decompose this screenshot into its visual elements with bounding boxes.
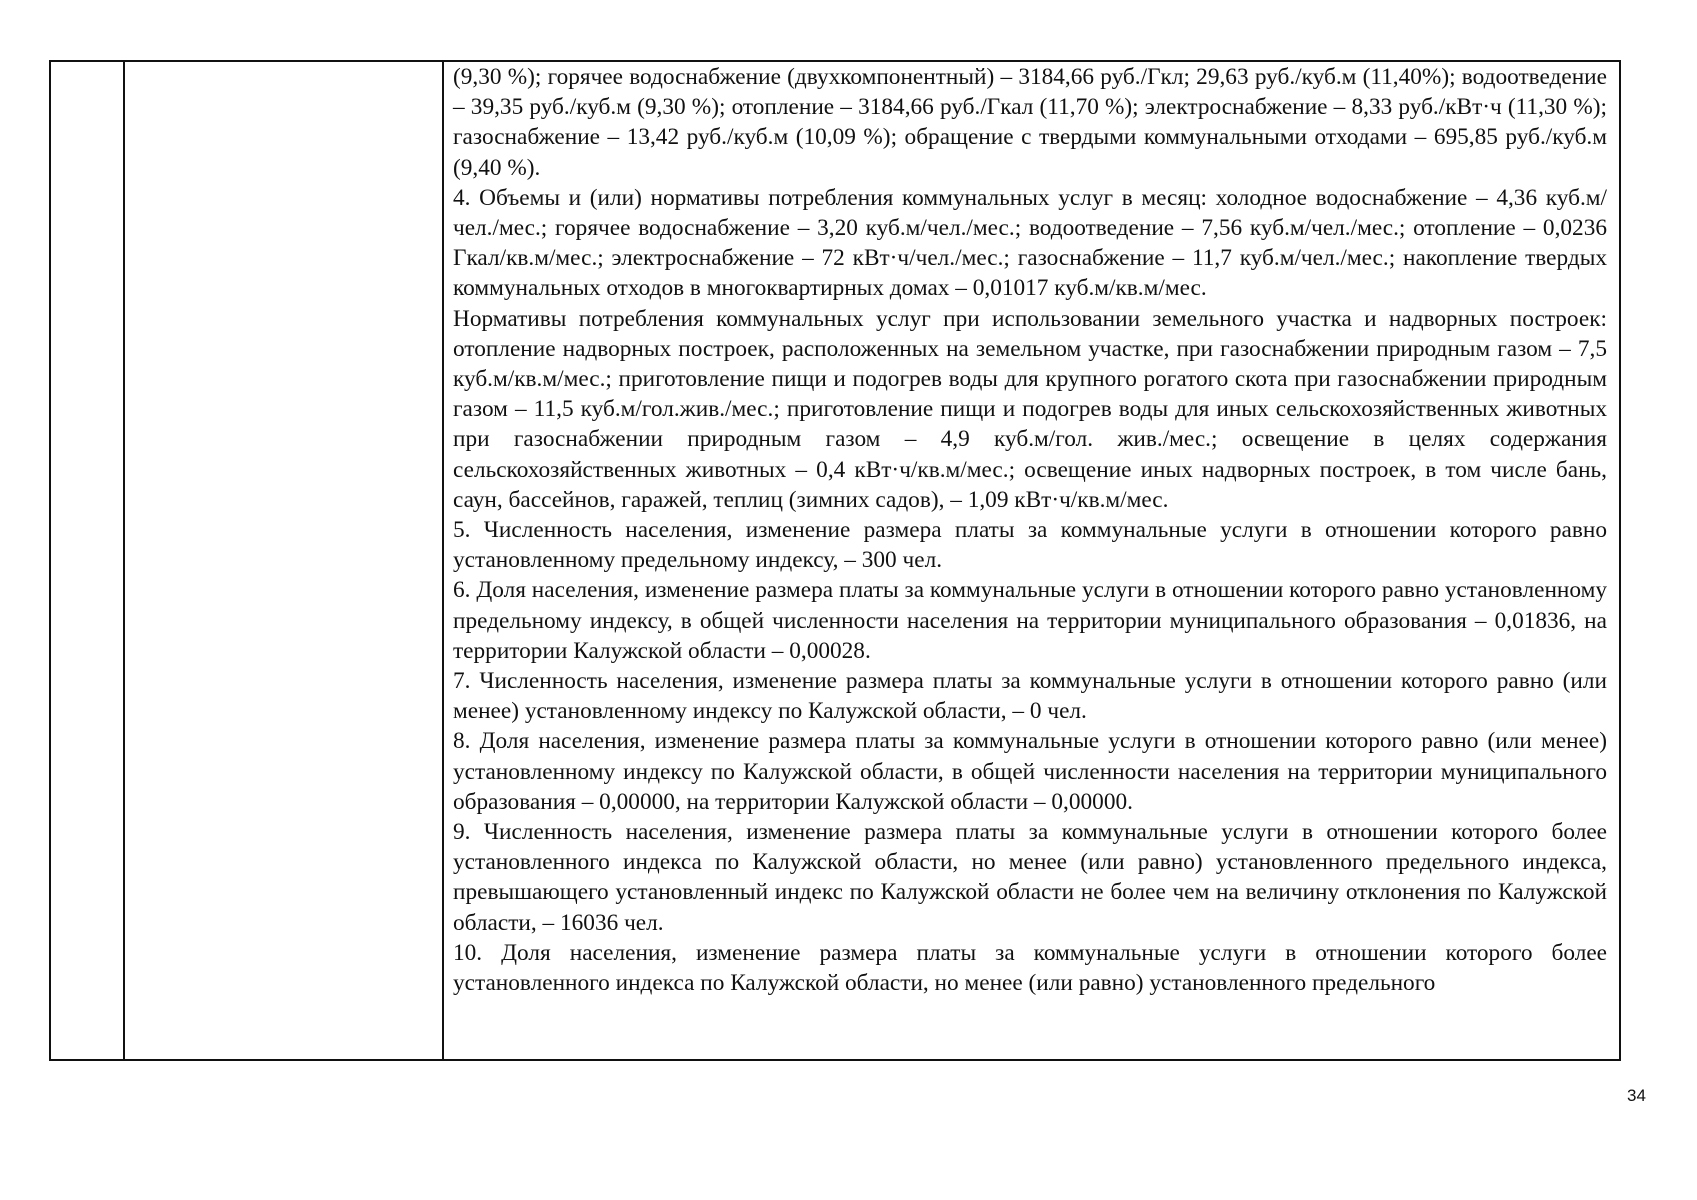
page-number: 34: [1627, 1086, 1646, 1105]
paragraph-item-7: 7. Численность населения, изменение размера платы за коммунальные услуги в отношении которого равно (или менее) установленному индексу по Калужской области, – 0 чел.: [453, 668, 1607, 725]
paragraph-item-5: 5. Численность населения, изменение размера платы за коммунальные услуги в отношении которого равно установленному предельному индексу, – 300 чел.: [453, 517, 1607, 574]
paragraph-land-plot-norms: Нормативы потребления коммунальных услуг при использовании земельного участка и надворных построек: отопление надворных построек, расположенных на земельном участке, при газоснабжении природным газом – 7,5 куб.м/кв.м/мес.; приготовление пищи и подогрев воды для крупного рогатого скота при газоснабжении природным газом – 11,5 куб.м/гол.жив./мес.; приготовление пищи и подогрев воды для иных сельскохозяйственных животных при газоснабжении природным газом – 4,9 куб.м/гол. жив./мес.; освещение в целях содержания сельскохозяйственных животных – 0,4 кВт·ч/кв.м/мес.; освещение иных надворных построек, в том числе бань, саун, бассейнов, гаражей, теплиц (зимних садов), – 1,09 кВт·ч/кв.м/мес.: [453, 305, 1607, 513]
document-table: [49, 60, 1621, 1061]
paragraph-tariff-growth: (9,30 %); горячее водоснабжение (двухкомпонентный) – 3184,66 руб./Гкл; 29,63 руб./куб.м (11,40%); водоотведение – 39,35 руб./куб.м (9,30 %); отопление – 3184,66 руб./Гкал (11,70 %); электроснабжение – 8,33 руб./кВт·ч (11,30 %); газоснабжение – 13,42 руб./куб.м (10,09 %); обращение с твердыми коммунальными отходами – 695,85 руб./куб.м (9,40 %).: [453, 64, 1607, 181]
paragraph-item-8: 8. Доля населения, изменение размера платы за коммунальные услуги в отношении которого равно (или менее) установленному индексу по Калужской области, в общей численности населения на территории муниципального образования – 0,00000, на территории Калужской области – 0,00000.: [453, 728, 1607, 815]
paragraph-item-9: 9. Численность населения, изменение размера платы за коммунальные услуги в отношении которого более установленного индекса по Калужской области, но менее (или равно) установленного предельного индекса, превышающего установленный индекс по Калужской области не более чем на величину отклонения по Калужской области, – 16036 чел.: [453, 819, 1607, 936]
table-column-name: [125, 62, 444, 1059]
table-column-content: [444, 62, 1619, 1059]
paragraph-item-10: 10. Доля населения, изменение размера платы за коммунальные услуги в отношении которого более установленного индекса по Калужской области, но менее (или равно) установленного предельного: [453, 939, 1607, 997]
paragraph-item-6: 6. Доля населения, изменение размера платы за коммунальные услуги в отношении которого равно установленному предельному индексу, в общей численности населения на территории муниципального образования – 0,01836, на территории Калужской области – 0,00028.: [453, 577, 1607, 664]
table-column-number: [51, 62, 125, 1059]
paragraph-consumption-volumes: 4. Объемы и (или) нормативы потребления коммунальных услуг в месяц: холодное водоснабжение – 4,36 куб.м/чел./мес.; горячее водоснабжение – 3,20 куб.м/чел./мес.; водоотведение – 7,56 куб.м/чел./мес.; отопление – 0,0236 Гкал/кв.м/мес.; электроснабжение – 72 кВт·ч/чел./мес.; газоснабжение – 11,7 куб.м/чел./мес.; накопление твердых коммунальных отходов в многоквартирных домах – 0,01017 куб.м/кв.м/мес.: [453, 184, 1607, 302]
